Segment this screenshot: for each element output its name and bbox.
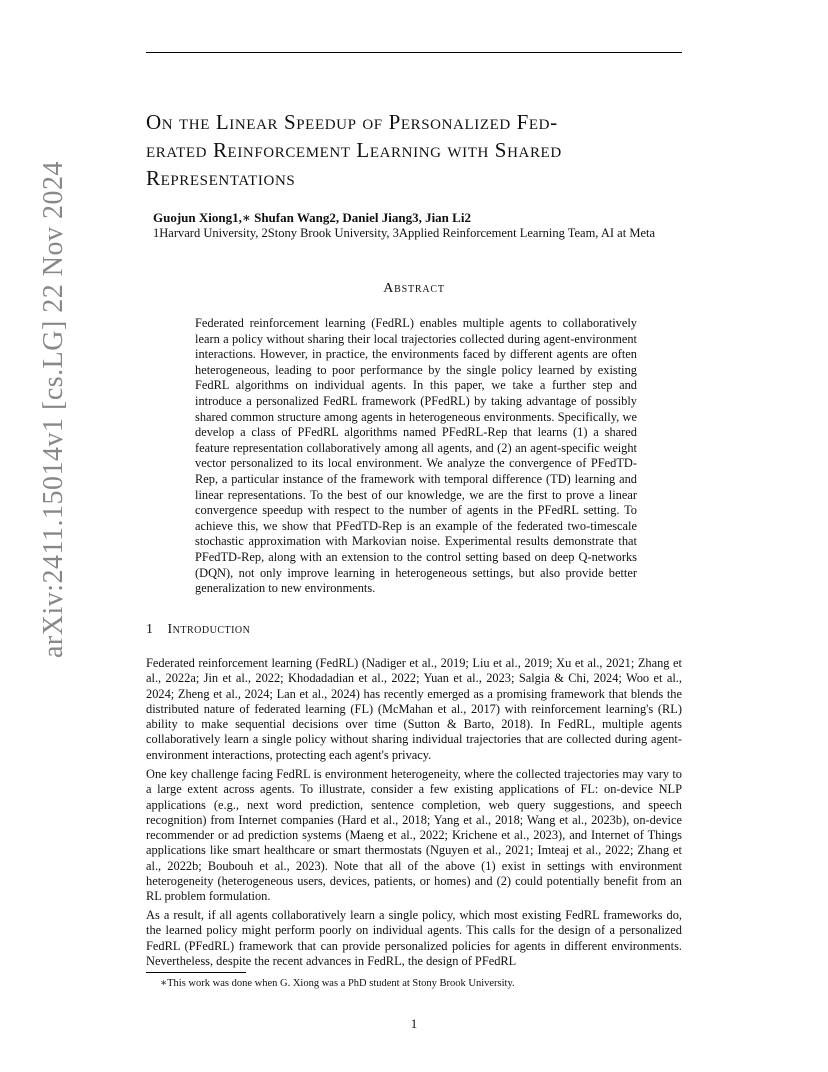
page-number: 1 — [410, 1016, 418, 1031]
section-number: 1 — [146, 622, 154, 637]
author-list: Guojun Xiong1,∗ Shufan Wang2, Daniel Jiang3, Jian Li2 — [153, 210, 471, 225]
top-rule — [146, 52, 682, 53]
affiliations: 1Harvard University, 2Stony Brook University, 3Applied Reinforcement Learning Team, AI at Meta — [153, 226, 656, 240]
abstract-heading: Abstract — [383, 281, 445, 296]
section-heading — [146, 622, 250, 638]
footnote-rule — [146, 972, 246, 973]
arxiv-identifier: arXiv:2411.15014v1 [cs.LG] 22 Nov 2024 — [38, 160, 69, 658]
intro-paragraph-1: Federated reinforcement learning (FedRL) (Nadiger et al., 2019; Liu et al., 2019; Xu et al., 2021; Zhang et al., 2022a; Jin et al., 2022; Khodadadian et al., 2022; Yuan et al., 2023; Salgia & Chi, 2024; Woo et al., 2024; Zheng et al., 2024; Lan et al., 2024) has recently emerged as a promising framework that blends the distributed nature of federated learning (FL) (McMahan et al., 2017) with reinforcement learning's (RL) ability to make sequential decisions over time (Sutton & Barto, 2018). In FedRL, multiple agents collaboratively learn a single policy without sharing individual trajectories that are collected during agent-environment interactions, protecting each agent's privacy. — [146, 656, 682, 762]
section-title: Introduction — [167, 622, 251, 637]
intro-paragraph-2: One key challenge facing FedRL is environment heterogeneity, where the collected trajectories may vary to a large extent across agents. To illustrate, consider a few existing applications of FL: on-device NLP applications (e.g., next word prediction, sentence completion, web query suggestions, and speech recognition) from Internet companies (Hard et al., 2018; Yang et al., 2018; Wang et al., 2023b), on-device recommender or ad prediction systems (Maeng et al., 2022; Krichene et al., 2023), and Internet of Things applications like smart healthcare or smart thermostats (Nguyen et al., 2021; Imteaj et al., 2022; Zhang et al., 2022b; Boubouh et al., 2023). Note that all of the above (1) exist in settings with environment heterogeneity (heterogeneous users, devices, patients, or homes) and (2) could potentially benefit from an RL problem formulation. — [146, 767, 682, 904]
title-line-2: erated Reinforcement Learning with Shared — [146, 138, 562, 162]
intro-paragraph-3: As a result, if all agents collaboratively learn a single policy, which most existing FedRL frameworks do, the learned policy might perform poorly on individual agents. This calls for the design of a personalized FedRL (PFedRL) framework that can provide personalized policies for agents in different environments. Nevertheless, despite the recent advances in FedRL, the design of PFedRL — [146, 908, 682, 968]
abstract-text: Federated reinforcement learning (FedRL) enables multiple agents to collaboratively learn a policy without sharing their local trajectories collected during agent-environment interactions. However, in practice, the environments faced by different agents are often heterogeneous, leading to poor performance by the single policy learned by existing FedRL algorithms on individual agents. In this paper, we take a further step and introduce a personalized FedRL framework (PFedRL) by taking advantage of possibly shared common structure among agents in heterogeneous environments. Specifically, we develop a class of PFedRL algorithms named PFedRL-Rep that learns (1) a shared feature representation collaboratively among all agents, and (2) an agent-specific weight vector personalized to its local environment. We analyze the convergence of PFedTD-Rep, a particular instance of the framework with temporal difference (TD) learning and linear representations. To the best of our knowledge, we are the first to prove a linear convergence speedup with respect to the number of agents in the PFedRL setting. To achieve this, we show that PFedTD-Rep is an example of the federated two-timescale stochastic approximation with Markovian noise. Experimental results demonstrate that PFedTD-Rep, along with an extension to the control setting based on deep Q-networks (DQN), not only improve learning in heterogeneous settings, but also provide better generalization to new environments. — [195, 316, 637, 596]
arxiv-sidebar — [18, 160, 69, 658]
paper-title — [146, 108, 686, 192]
title-line-1: On the Linear Speedup of Personalized Fed- — [146, 110, 558, 134]
title-line-3: Representations — [146, 166, 296, 190]
footnote: ∗This work was done when G. Xiong was a PhD student at Stony Brook University. — [160, 978, 515, 989]
